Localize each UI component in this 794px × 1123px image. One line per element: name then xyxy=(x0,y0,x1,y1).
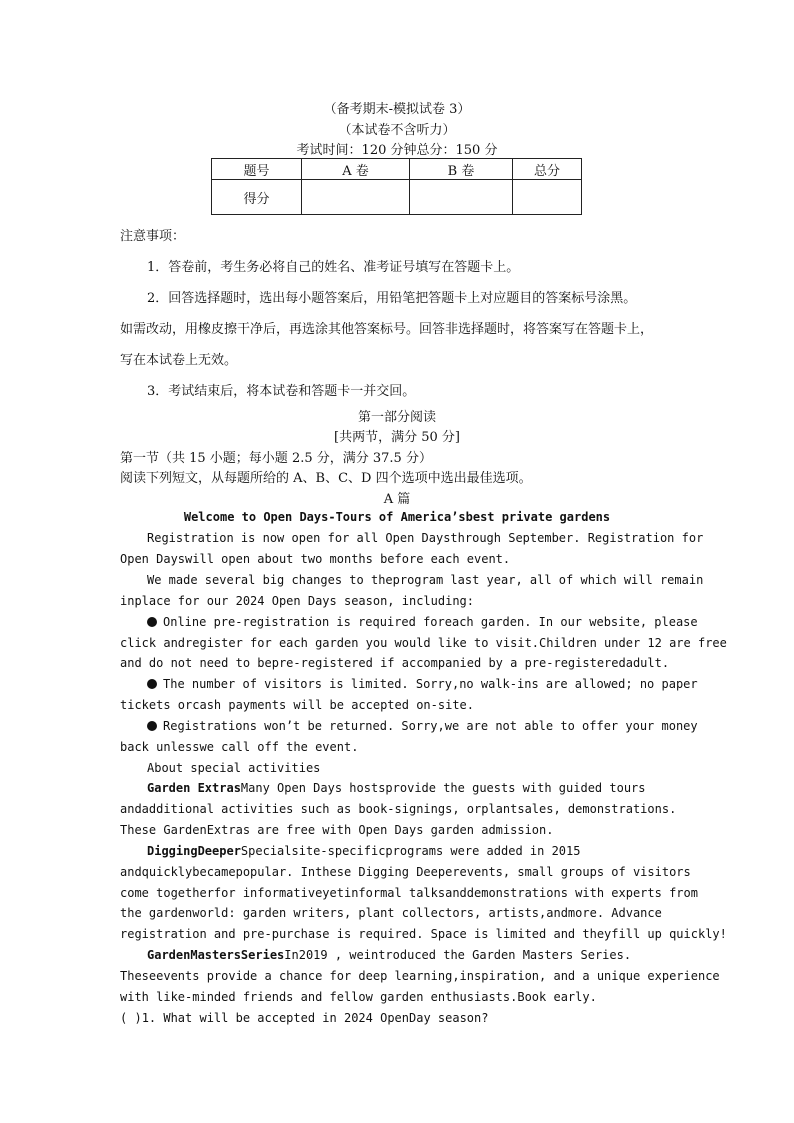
question-text: 1. What will be accepted in 2024 OpenDay season? xyxy=(141,1011,489,1025)
section-title: 第一节（共 15 小题；每小题 2.5 分，满分 37.5 分） xyxy=(120,451,432,466)
score-table xyxy=(211,158,582,215)
notes-title: 注意事项： xyxy=(120,229,186,244)
notes-item-2-cont: 写在本试卷上无效。 xyxy=(120,353,238,368)
passage-line: andadditional activities such as book-signings, orplantsales, demonstrations. xyxy=(120,802,677,816)
score-row-label: 得分 xyxy=(212,180,302,215)
passage-line: In2019 , weintroduced the Garden Masters Series. xyxy=(284,948,632,962)
exam-info: 考试时间：120 分钟总分：150 分 xyxy=(296,143,498,158)
passage-line: These GardenExtras are free with Open Days garden admission. xyxy=(120,823,554,837)
bullet-icon xyxy=(147,679,157,689)
digging-deeper-paragraph xyxy=(147,844,580,858)
garden-masters-paragraph xyxy=(147,948,631,962)
passage-line: the gardenworld: garden writers, plant collectors, artists,andmore. Advance xyxy=(120,906,662,920)
question-1 xyxy=(120,1011,488,1025)
bullet-item xyxy=(147,719,698,733)
answer-blank[interactable]: ( ) xyxy=(120,1011,142,1025)
passage-line: Many Open Days hostsprovide the guests with guided tours xyxy=(240,781,646,795)
passage-title: Welcome to Open Days-Tours of America’sbest private gardens xyxy=(183,510,611,524)
garden-extras-paragraph xyxy=(147,781,646,795)
bullet-item xyxy=(147,615,698,629)
notes-item-1: 1．答卷前，考生务必将自己的姓名、准考证号填写在答题卡上。 xyxy=(147,260,520,275)
passage-line: Online pre-registration is required foreach garden. In our website, please xyxy=(163,615,698,629)
passage-line: Theseevents provide a chance for deep learning,inspiration, and a unique experience xyxy=(120,969,720,983)
garden-extras-heading: Garden Extras xyxy=(147,781,241,795)
passage-line: registration and pre-purchase is required. Space is limited and theyfill up quickly! xyxy=(120,927,727,941)
score-table-header: 题号 xyxy=(212,159,302,180)
passage-line: andquicklybecamepopular. Inthese Digging Deeperevents, small groups of visitors xyxy=(120,865,691,879)
bullet-icon xyxy=(147,721,157,731)
passage-label: A 篇 xyxy=(383,492,411,507)
passage-line: back unlesswe call off the event. xyxy=(120,740,359,754)
passage-line: Registration is now open for all Open Daysthrough September. Registration for xyxy=(147,531,704,545)
passage-line: with like-minded friends and fellow garden enthusiasts.Book early. xyxy=(120,990,597,1004)
passage-line: inplace for our 2024 Open Days season, including: xyxy=(120,594,475,608)
score-cell-a[interactable] xyxy=(302,180,410,215)
part-title: 第一部分阅读 xyxy=(357,410,436,425)
score-cell-total[interactable] xyxy=(513,180,582,215)
about-heading: About special activities xyxy=(147,761,321,775)
bullet-item xyxy=(147,677,698,691)
score-table-header: A 卷 xyxy=(302,159,410,180)
bullet-icon xyxy=(147,617,157,627)
notes-item-3: 3．考试结束后，将本试卷和答题卡一并交回。 xyxy=(147,384,416,399)
passage-line: We made several big changes to theprogram last year, all of which will remain xyxy=(147,573,704,587)
passage-line: and do not need to bepre-registered if accompanied by a pre-registeredadult. xyxy=(120,656,670,670)
section-instruction: 阅读下列短文，从每题所给的 A、B、C、D 四个选项中选出最佳选项。 xyxy=(120,471,532,486)
passage-line: The number of visitors is limited. Sorry,no walk-ins are allowed; no paper xyxy=(163,677,698,691)
passage-line: come togetherfor informativeyetinformal talksanddemonstrations with experts from xyxy=(120,886,698,900)
score-table-header: 总分 xyxy=(513,159,582,180)
notes-item-2-cont: 如需改动，用橡皮擦干净后，再选涂其他答案标号。回答非选择题时，将答案写在答题卡上， xyxy=(120,322,654,337)
score-cell-b[interactable] xyxy=(410,180,513,215)
part-score: [共两节，满分 50 分] xyxy=(334,430,460,445)
score-table-header: B 卷 xyxy=(410,159,513,180)
passage-line: tickets orcash payments will be accepted on-site. xyxy=(120,698,475,712)
exam-title: （备考期末-模拟试卷 3） xyxy=(323,102,471,117)
passage-line: Registrations won’t be returned. Sorry,we are not able to offer your money xyxy=(163,719,698,733)
passage-line: Open Dayswill open about two months before each event. xyxy=(120,552,511,566)
passage-line: Specialsite-specificprograms were added in 2015 xyxy=(240,844,581,858)
digging-deeper-heading: DiggingDeeper xyxy=(147,844,241,858)
notes-item-2: 2．回答选择题时，选出每小题答案后，用铅笔把答题卡上对应题目的答案标号涂黑。 xyxy=(147,291,637,306)
exam-subtitle: （本试卷不含听力） xyxy=(338,123,456,138)
passage-line: click andregister for each garden you would like to visit.Children under 12 are free xyxy=(120,636,727,650)
garden-masters-heading: GardenMastersSeries xyxy=(147,948,285,962)
